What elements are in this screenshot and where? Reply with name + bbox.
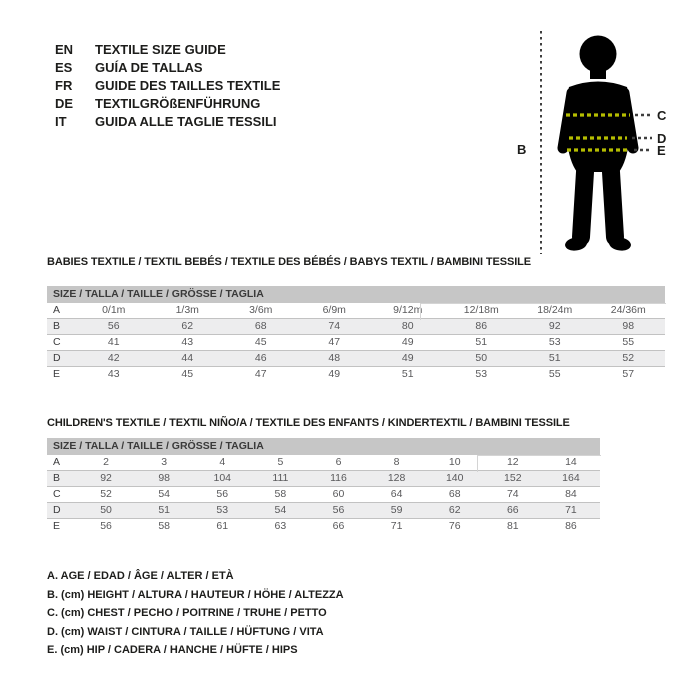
size-cell: 45 — [181, 368, 194, 380]
size-cell: 71 — [565, 504, 577, 516]
table-row — [47, 335, 665, 351]
table-row — [47, 351, 665, 367]
size-cell: 116 — [330, 472, 347, 484]
table-row — [47, 519, 600, 535]
size-cell: 10 — [448, 456, 461, 468]
size-cell: 92 — [548, 320, 561, 332]
size-cell: 51 — [475, 336, 488, 348]
size-cell: 44 — [181, 352, 194, 364]
babies-size-table — [47, 286, 665, 383]
measurement-legend — [47, 567, 344, 660]
size-cell: 4 — [219, 456, 226, 468]
table-row — [47, 367, 665, 383]
size-cell: 59 — [390, 504, 403, 516]
size-cell: 0/1m — [102, 304, 126, 316]
language-guide-title: GUÍA DE TALLAS — [95, 60, 203, 75]
row-label: B — [53, 472, 61, 484]
size-cell: 57 — [622, 368, 635, 380]
children-table-body — [47, 455, 600, 535]
size-cell: 61 — [216, 520, 229, 532]
size-cell: 42 — [107, 352, 120, 364]
size-cell: 43 — [107, 368, 120, 380]
size-cell: 56 — [216, 488, 229, 500]
table-row — [47, 487, 600, 503]
table-row — [47, 303, 665, 319]
child-silhouette — [563, 36, 633, 252]
size-cell: 74 — [506, 488, 519, 500]
size-cell: 43 — [181, 336, 194, 348]
size-cell: 50 — [475, 352, 488, 364]
language-row — [55, 95, 280, 113]
size-cell: 60 — [332, 488, 345, 500]
size-cell: 80 — [401, 320, 414, 332]
language-row — [55, 77, 280, 95]
size-cell: 14 — [565, 456, 577, 468]
language-code: FR — [55, 78, 73, 93]
size-cell: 58 — [274, 488, 287, 500]
language-guide-title: TEXTILGRÖßENFÜHRUNG — [95, 96, 261, 111]
size-cell: 56 — [107, 320, 120, 332]
language-code: DE — [55, 96, 74, 111]
babies-table-title: BABIES TEXTILE / TEXTIL BEBÉS / TEXTILE DES BÉBÉS / BABYS TEXTIL / BAMBINI TESSILE — [47, 256, 532, 268]
language-row — [55, 59, 280, 77]
size-cell: 6/9m — [322, 304, 346, 316]
size-cell: 64 — [390, 488, 403, 500]
table-row — [47, 503, 600, 519]
row-label: A — [53, 304, 61, 316]
size-cell: 50 — [100, 504, 112, 516]
size-cell: 76 — [448, 520, 461, 532]
language-title-list — [55, 41, 280, 131]
size-cell: 12/18m — [463, 304, 499, 316]
children-table-header: SIZE / TALLA / TAILLE / GRÖSSE / TAGLIA — [47, 438, 600, 455]
size-cell: 2 — [103, 456, 109, 468]
size-cell: 51 — [548, 352, 561, 364]
size-cell: 68 — [448, 488, 461, 500]
child-silhouette-graphic — [505, 25, 690, 258]
legend-line: E. (cm) HIP / CADERA / HANCHE / HÜFTE / HIPS — [47, 644, 298, 656]
language-row — [55, 113, 280, 131]
table-row — [47, 319, 665, 335]
table-row — [47, 455, 600, 471]
size-cell: 63 — [274, 520, 287, 532]
size-cell: 12 — [506, 456, 519, 468]
child-figure — [505, 25, 690, 258]
legend-line: C. (cm) CHEST / PECHO / POITRINE / TRUHE / PETTO — [47, 607, 327, 619]
size-cell: 98 — [622, 320, 635, 332]
size-cell: 62 — [181, 320, 194, 332]
row-label: D — [53, 352, 61, 364]
size-cell: 68 — [254, 320, 267, 332]
language-code: EN — [55, 42, 74, 57]
size-cell: 54 — [274, 504, 287, 516]
size-cell: 74 — [328, 320, 341, 332]
size-cell: 152 — [504, 472, 522, 484]
size-cell: 41 — [107, 336, 120, 348]
legend-line: D. (cm) WAIST / CINTURA / TAILLE / HÜFTUNG / VITA — [47, 625, 324, 638]
size-cell: 98 — [158, 472, 170, 484]
size-cell: 3 — [161, 456, 168, 468]
language-code: IT — [55, 114, 67, 129]
language-row — [55, 41, 280, 59]
height-label: B — [517, 142, 527, 157]
language-guide-title: TEXTILE SIZE GUIDE — [95, 42, 226, 57]
row-label: D — [53, 504, 61, 516]
size-cell: 58 — [158, 520, 170, 532]
babies-table-header: SIZE / TALLA / TAILLE / GRÖSSE / TAGLIA — [47, 286, 665, 303]
size-cell: 1/3m — [175, 304, 199, 316]
size-cell: 47 — [254, 368, 267, 380]
size-cell: 104 — [213, 472, 232, 484]
size-cell: 164 — [562, 472, 580, 484]
size-cell: 6 — [335, 456, 342, 468]
chest-label: C — [657, 108, 667, 123]
size-cell: 84 — [565, 488, 577, 500]
size-cell: 53 — [216, 504, 229, 516]
size-cell: 56 — [100, 520, 112, 532]
size-cell: 55 — [548, 368, 561, 380]
size-cell: 47 — [328, 336, 341, 348]
size-cell: 45 — [254, 336, 267, 348]
size-cell: 62 — [448, 504, 461, 516]
size-cell: 5 — [277, 456, 284, 468]
size-cell: 49 — [401, 336, 414, 348]
size-cell: 8 — [393, 456, 400, 468]
language-guide-title: GUIDE DES TAILLES TEXTILE — [95, 78, 281, 93]
size-cell: 9/12m — [393, 304, 423, 316]
size-cell: 53 — [475, 368, 488, 380]
size-cell: 51 — [401, 368, 414, 380]
row-label: E — [53, 520, 61, 532]
row-label: C — [53, 336, 61, 348]
size-cell: 81 — [506, 520, 519, 532]
size-cell: 66 — [332, 520, 345, 532]
size-cell: 71 — [390, 520, 403, 532]
size-cell: 86 — [565, 520, 577, 532]
row-label: E — [53, 368, 61, 380]
right-leg — [611, 172, 615, 237]
size-cell: 92 — [100, 472, 112, 484]
hip-label: E — [657, 143, 666, 158]
language-code: ES — [55, 60, 73, 75]
row-label: C — [53, 488, 61, 500]
size-cell: 128 — [387, 472, 406, 484]
size-cell: 46 — [254, 352, 267, 364]
size-cell: 3/6m — [249, 304, 273, 316]
left-leg — [581, 172, 585, 237]
size-cell: 55 — [622, 336, 635, 348]
children-size-table — [47, 438, 600, 535]
size-cell: 66 — [506, 504, 519, 516]
language-guide-title: GUIDA ALLE TAGLIE TESSILI — [95, 114, 277, 129]
children-table-title: CHILDREN'S TEXTILE / TEXTIL NIÑO/A / TEXTILE DES ENFANTS / KINDERTEXTIL / BAMBINI TESSILE — [47, 417, 570, 429]
waist-label: D — [657, 131, 667, 146]
size-cell: 111 — [272, 472, 289, 484]
size-cell: 49 — [401, 352, 414, 364]
size-cell: 140 — [445, 472, 464, 484]
size-cell: 51 — [158, 504, 170, 516]
size-cell: 52 — [622, 352, 635, 364]
size-cell: 56 — [332, 504, 345, 516]
size-cell: 24/36m — [610, 304, 646, 316]
row-label: B — [53, 320, 61, 332]
size-cell: 52 — [100, 488, 112, 500]
legend-line: A. AGE / EDAD / ÂGE / ALTER / ETÀ — [47, 570, 234, 582]
legend-line: B. (cm) HEIGHT / ALTURA / HAUTEUR / HÖHE / ALTEZZA — [47, 588, 344, 601]
size-cell: 18/24m — [537, 304, 573, 316]
size-cell: 54 — [158, 488, 170, 500]
size-cell: 48 — [328, 352, 341, 364]
size-cell: 53 — [548, 336, 561, 348]
row-label: A — [53, 456, 61, 468]
table-row — [47, 471, 600, 487]
babies-table-body — [47, 303, 665, 383]
head — [580, 36, 617, 73]
size-cell: 49 — [328, 368, 341, 380]
size-cell: 86 — [475, 320, 488, 332]
neck — [590, 67, 606, 79]
